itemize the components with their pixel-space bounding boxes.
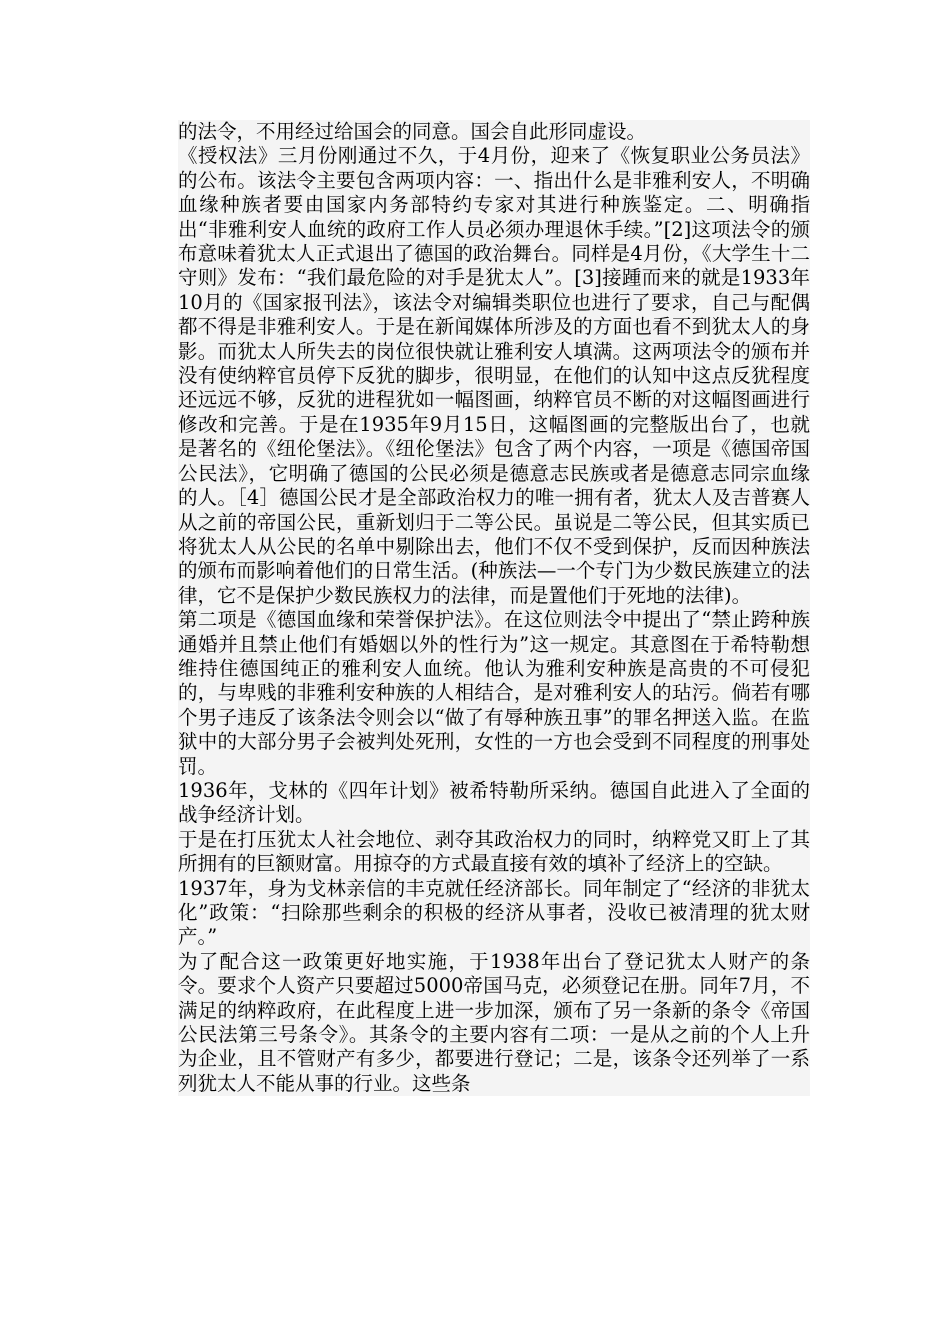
paragraph-1: 的法令，不用经过给国会的同意。国会自此形同虚设。 <box>178 120 810 144</box>
paragraph-5: 于是在打压犹太人社会地位、剥夺其政治权力的同时，纳粹党又盯上了其所拥有的巨额财富。用掠夺的方式最直接有效的填补了经济上的空缺。 <box>178 827 810 876</box>
document-body <box>178 120 810 1096</box>
paragraph-2: 《授权法》三月份刚通过不久，于4月份，迎来了《恢复职业公务员法》的公布。该法令主要包含两项内容：一、指出什么是非雅利安人，不明确血缘种族者要由国家内务部特约专家对其进行种族鉴定。二、明确指出“非雅利安人血统的政府工作人员必须办理退休手续。”[2]这项法令的颁布意味着犹太人正式退出了德国的政治舞台。同样是4月份，《大学生十二守则》发布：“我们最危险的对手是犹太人”。[3]接踵而来的就是1933年10月的《国家报刊法》，该法令对编辑类职位也进行了要求，自己与配偶都不得是非雅利安人。于是在新闻媒体所涉及的方面也看不到犹太人的身影。而犹太人所失去的岗位很快就让雅利安人填满。这两项法令的颁布并没有使纳粹官员停下反犹的脚步，很明显，在他们的认知中这点反犹程度还远远不够，反犹的进程犹如一幅图画，纳粹官员不断的对这幅图画进行修改和完善。于是在1935年9月15日，这幅图画的完整版出台了，也就是著名的《纽伦堡法》。《纽伦堡法》包含了两个内容，一项是《德国帝国公民法》，它明确了德国的公民必须是德意志民族或者是德意志同宗血缘的人。［4］德国公民才是全部政治权力的唯一拥有者，犹太人及吉普赛人从之前的帝国公民，重新划归于二等公民。虽说是二等公民，但其实质已将犹太人从公民的名单中剔除出去，他们不仅不受到保护，反而因种族法的颁布而影响着他们的日常生活。(种族法—一个专门为少数民族建立的法律，它不是保护少数民族权力的法律，而是置他们于死地的法律)。 <box>178 144 810 607</box>
paragraph-4: 1936年，戈林的《四年计划》被希特勒所采纳。德国自此进入了全面的战争经济计划。 <box>178 778 810 827</box>
paragraph-6: 1937年，身为戈林亲信的丰克就任经济部长。同年制定了“经济的非犹太化”政策：“扫除那些剩余的积极的经济从事者，没收已被清理的犹太财产。” <box>178 876 810 949</box>
paragraph-7: 为了配合这一政策更好地实施，于1938年出台了登记犹太人财产的条令。要求个人资产只要超过5000帝国马克，必须登记在册。同年7月，不满足的纳粹政府，在此程度上进一步加深，颁布了另一条新的条令《帝国公民法第三号条令》。其条令的主要内容有二项：一是从之前的个人上升为企业，且不管财产有多少，都要进行登记；二是，该条令还列举了一系列犹太人不能从事的行业。这些条 <box>178 949 810 1095</box>
paragraph-3: 第二项是《德国血缘和荣誉保护法》。在这位则法令中提出了“禁止跨种族通婚并且禁止他们有婚姻以外的性行为”这一规定。其意图在于希特勒想维持住德国纯正的雅利安人血统。他认为雅利安种族是高贵的不可侵犯的，与卑贱的非雅利安种族的人相结合，是对雅利安人的玷污。倘若有哪个男子违反了该条法令则会以“做了有辱种族丑事”的罪名押送入监。在监狱中的大部分男子会被判处死刑，女性的一方也会受到不同程度的刑事处罚。 <box>178 608 810 778</box>
